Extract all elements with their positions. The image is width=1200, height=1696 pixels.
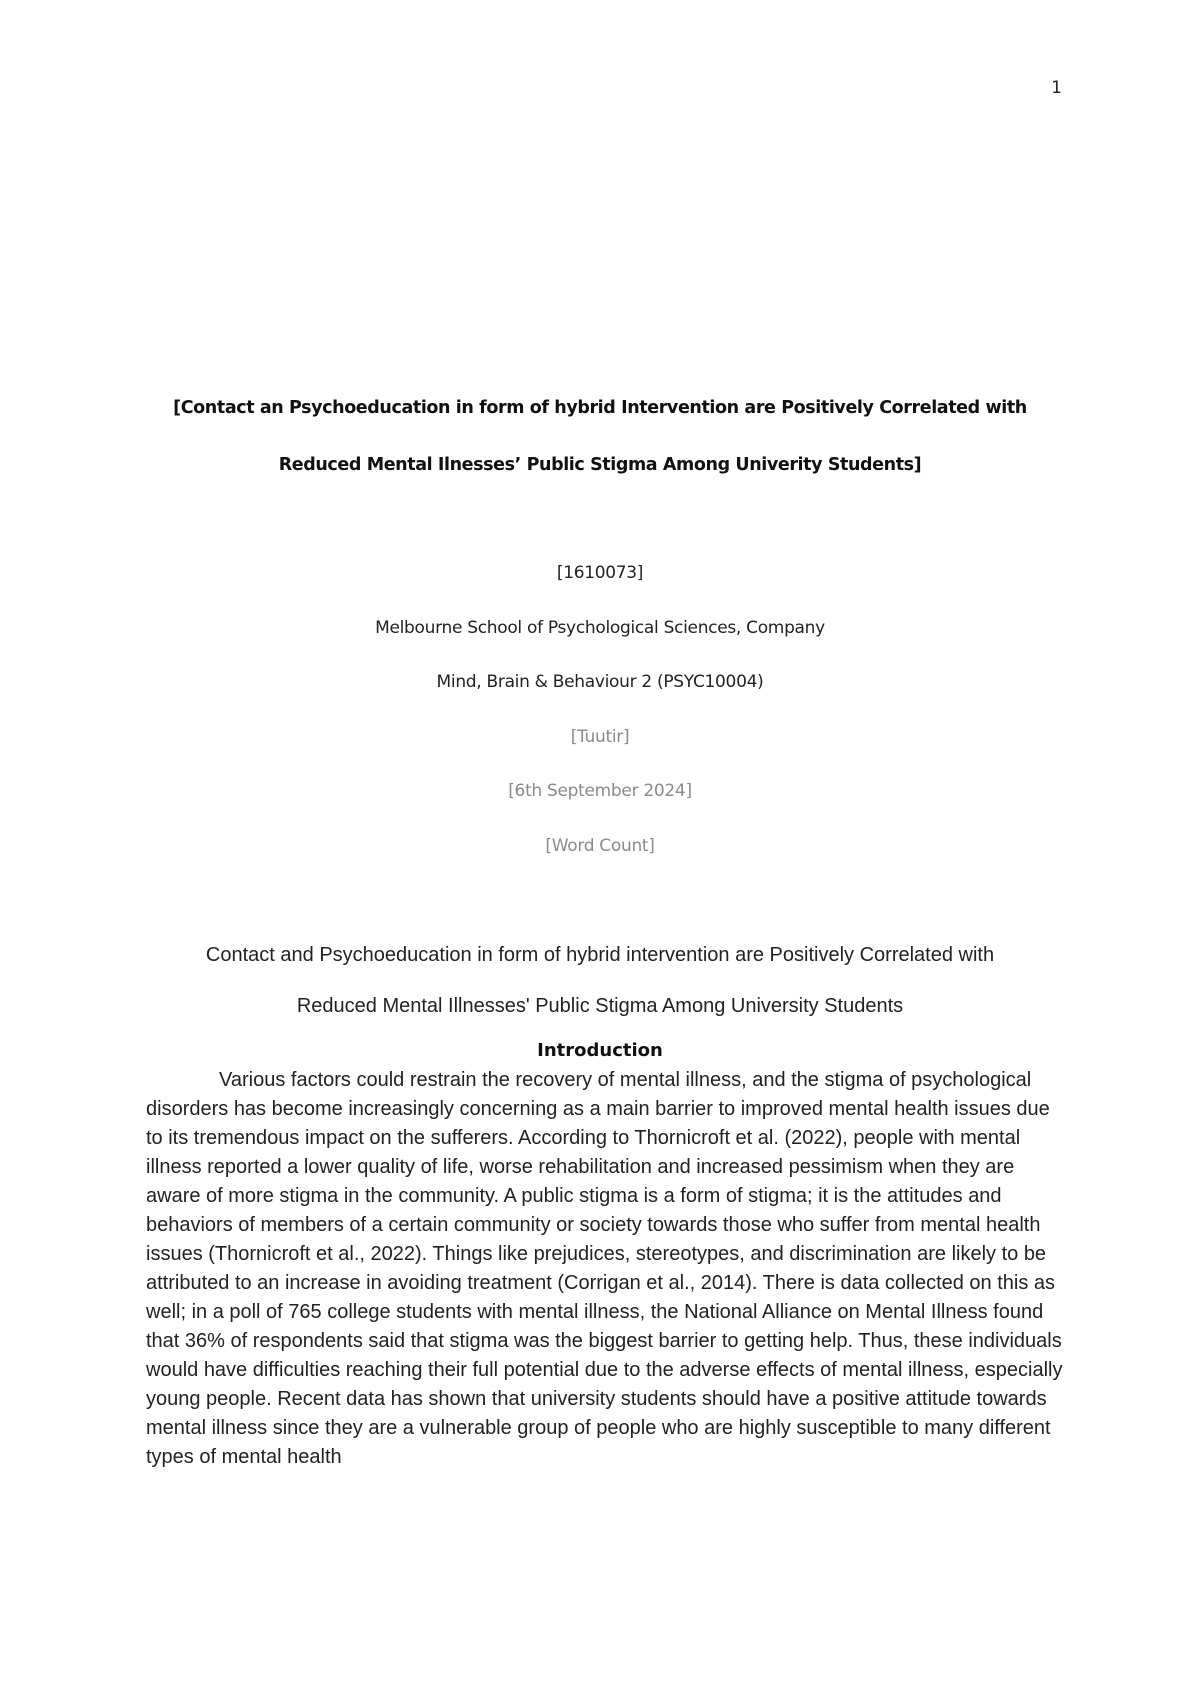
tutor-name: [Tuutir]: [570, 727, 630, 747]
title-page-title-line-2: Reduced Mental Ilnesses’ Public Stigma Among Univerity Students]: [278, 455, 922, 475]
word-count: [Word Count]: [545, 836, 655, 856]
body-title-line-1: Contact and Psychoeducation in form of hybrid intervention are Positively Correlated with: [205, 944, 995, 966]
introduction-heading: Introduction: [537, 1040, 663, 1061]
body-title-line-2: Reduced Mental Illnesses' Public Stigma Among University Students: [296, 995, 904, 1017]
page-number: 1: [1051, 78, 1062, 98]
introduction-paragraph: Various factors could restrain the recovery of mental illness, and the stigma of psychological disorders has become increasingly concerning as a main barrier to improved mental health issues due to its tremendous impact on the sufferers. According to Thornicroft et al. (2022), people with mental illness reported a lower quality of life, worse rehabilitation and increased pessimism when they are aware of more stigma in the community. A public stigma is a form of stigma; it is the attitudes and behaviors of members of a certain community or society towards those who suffer from mental health issues (Thornicroft et al., 2022). Things like prejudices, stereotypes, and discrimination are likely to be attributed to an increase in avoiding treatment (Corrigan et al., 2014). There is data collected on this as well; in a poll of 765 college students with mental illness, the National Alliance on Mental Illness found that 36% of respondents said that stigma was the biggest barrier to getting help. Thus, these individuals would have difficulties reaching their full potential due to the adverse effects of mental illness, especially young people. Recent data has shown that university students should have a positive attitude towards mental illness since they are a vulnerable group of people who are highly susceptible to many different types of mental health: [146, 1069, 1063, 1468]
school-name: Melbourne School of Psychological Sciences, Company: [375, 618, 825, 638]
title-page-title-line-1: [Contact an Psychoeducation in form of hybrid Intervention are Positively Correlated with: [173, 398, 1027, 418]
student-id: [1610073]: [556, 563, 644, 583]
course-name: Mind, Brain & Behaviour 2 (PSYC10004): [436, 672, 764, 692]
submission-date: [6th September 2024]: [508, 781, 692, 801]
